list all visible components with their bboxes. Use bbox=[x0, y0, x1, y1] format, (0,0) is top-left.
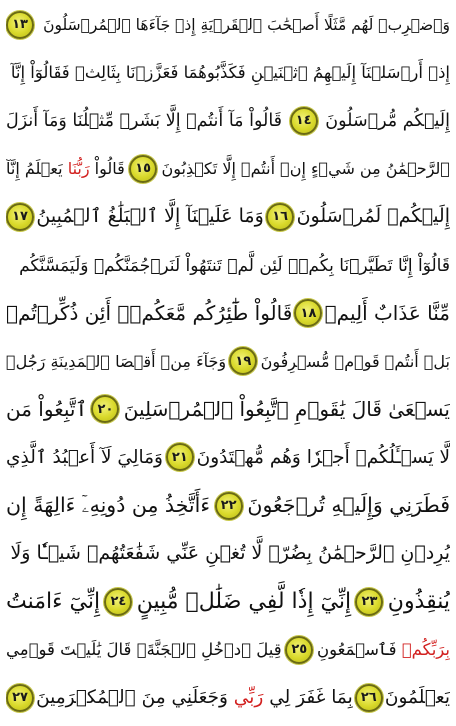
verse-text bbox=[317, 640, 450, 659]
verse-text-segment: إِذۡ أَرۡسَلۡنَآ إِلَيۡهِمُ ٱثۡنَيۡنِ فَكَذَّبُوهُمَا فَعَزَّزۡنَا بِثَالِثٖ فَقَالُوٓاْ إِنَّآ bbox=[10, 63, 450, 83]
verse-text-segment: وَجَعَلَنِي مِنَ ٱلۡمُكۡرَمِينَ bbox=[36, 687, 234, 709]
verse-text-segment: يُرِدۡنِ ٱلرَّحۡمَٰنُ بِضُرّٖ لَّا تُغۡنِ عَنِّي شَفَٰعَتُهُمۡ شَيۡـٔٗا وَلَا bbox=[10, 542, 450, 565]
verse-text bbox=[6, 588, 101, 614]
verse-text-segment: قَالُواْ مَآ أَنتُمۡ إِلَّا بَشَرٞ مِّثۡلُنَا وَمَآ أَنزَلَ bbox=[6, 110, 283, 131]
verse-text bbox=[385, 688, 450, 708]
verse-text bbox=[6, 640, 282, 659]
verse-number-marker bbox=[229, 347, 257, 375]
verse-number: ٢٠ bbox=[97, 401, 114, 417]
verse-text-segment: يَعۡلَمُونَ bbox=[384, 687, 450, 709]
text-line bbox=[6, 386, 450, 433]
verse-text bbox=[6, 352, 226, 371]
text-line bbox=[6, 674, 450, 721]
verse-text bbox=[123, 396, 450, 421]
verse-number-marker bbox=[294, 299, 322, 327]
verse-text bbox=[43, 15, 450, 34]
verse-number-marker bbox=[215, 492, 243, 520]
text-line bbox=[6, 49, 450, 96]
verse-text bbox=[6, 159, 125, 178]
text-line bbox=[6, 578, 450, 625]
verse-text bbox=[261, 352, 450, 371]
verse-text-segment: وَٱضۡرِبۡ لَهُم مَّثَلًا أَصۡحَٰبَ ٱلۡقَرۡيَةِ إِذۡ جَآءَهَا ٱلۡمُرۡسَلُونَ bbox=[43, 16, 450, 34]
text-line bbox=[6, 97, 450, 144]
verse-text bbox=[11, 63, 450, 82]
verse-number: ١٧ bbox=[12, 209, 28, 225]
verse-number-marker bbox=[6, 11, 34, 39]
verse-number-marker bbox=[129, 155, 157, 183]
verse-number-marker bbox=[166, 443, 194, 471]
verse-text bbox=[197, 448, 450, 468]
verse-text-segment: إِنِّيٓ إِذٗا لَّفِي ضَلَٰلٖ مُّبِينٍ bbox=[136, 588, 352, 614]
verse-text bbox=[36, 688, 353, 708]
verse-text-segment: يَعۡلَمُ إِنَّآ bbox=[6, 159, 68, 179]
verse-number-marker bbox=[91, 395, 119, 423]
verse-number: ٢٥ bbox=[291, 642, 308, 658]
verse-text bbox=[136, 588, 352, 614]
text-line bbox=[6, 290, 450, 337]
verse-text bbox=[10, 544, 450, 563]
verse-number-marker bbox=[266, 203, 294, 231]
verse-number: ٢٦ bbox=[360, 690, 377, 706]
text-line bbox=[6, 145, 450, 192]
verse-text-segment: قَالُواْ bbox=[89, 159, 125, 179]
verse-number: ١٦ bbox=[272, 209, 289, 225]
verse-text bbox=[247, 495, 450, 516]
text-line bbox=[6, 482, 450, 529]
text-line bbox=[6, 193, 450, 240]
verse-text bbox=[162, 159, 450, 178]
verse-text-segment: ٱلرَّحۡمَٰنُ مِن شَيۡءٍ إِنۡ أَنتُمۡ إِلَّا تَكۡذِبُونَ bbox=[161, 159, 450, 179]
verse-text-segment: إِلَيۡكُم مُّرۡسَلُونَ bbox=[325, 110, 450, 131]
verse-text bbox=[6, 396, 88, 421]
verse-number: ٢٣ bbox=[361, 594, 378, 610]
verse-text-segment: قَالُوٓاْ إِنَّا تَطَيَّرۡنَا بِكُمۡۖ لَئِن لَّمۡ تَنتَهُواْ لَنَرۡجُمَنَّكُمۡ وَلَيَمَسَّنَّكُم bbox=[19, 255, 450, 276]
divine-name-text: بِرَبِّكُمۡ bbox=[401, 640, 450, 660]
verse-text bbox=[6, 111, 282, 131]
verse-text bbox=[6, 495, 210, 516]
verse-number-marker bbox=[355, 588, 383, 616]
verse-text bbox=[297, 207, 450, 226]
divine-name-text: رَبُّنَا bbox=[67, 159, 90, 179]
verse-number: ٢١ bbox=[171, 449, 188, 465]
verse-text-segment: بَلۡ أَنتُمۡ قَوۡمٞ مُّسۡرِفُونَ bbox=[260, 351, 450, 371]
verse-text-segment: ءَأَتَّخِذُ مِن دُونِهِۦٓ ءَالِهَةً إِن bbox=[6, 493, 210, 517]
verse-text bbox=[6, 300, 293, 325]
verse-text-segment: إِنِّيٓ ءَامَنتُ bbox=[6, 588, 101, 614]
divine-name-text: رَبِّي bbox=[233, 687, 264, 709]
verse-number-marker bbox=[104, 588, 132, 616]
verse-text-segment: فَطَرَنِي وَإِلَيۡهِ تُرۡجَعُونَ bbox=[247, 493, 450, 517]
text-line bbox=[6, 242, 450, 289]
verse-text-segment: ٱتَّبِعُواْ مَن bbox=[6, 396, 88, 421]
verse-number: ١٥ bbox=[135, 161, 152, 177]
verse-text-segment: وَمَا عَلَيۡنَآ إِلَّا ٱلۡبَلَٰغُ ٱلۡمُبِينُ bbox=[36, 205, 264, 228]
verse-number: ٢٢ bbox=[220, 498, 237, 513]
verse-text-segment: وَمَالِيَ لَآ أَعۡبُدُ ٱلَّذِي bbox=[6, 446, 163, 468]
verse-text bbox=[325, 111, 450, 131]
verse-text bbox=[387, 588, 450, 614]
verse-text-segment: مِّنَّا عَذَابٌ أَلِيمٞ bbox=[324, 300, 450, 325]
verse-text-segment: لَّا يَسۡـَٔلُكُمۡ أَجۡرٗا وَهُم مُّهۡتَدُونَ bbox=[196, 446, 450, 468]
verse-number: ١٩ bbox=[235, 353, 252, 369]
verse-text-segment: بِمَا غَفَرَ لِي bbox=[263, 687, 353, 709]
verse-number-marker bbox=[6, 684, 34, 712]
verse-number: ١٨ bbox=[300, 305, 317, 321]
verse-text-segment: يَسۡعَىٰ قَالَ يَٰقَوۡمِ ٱتَّبِعُواْ ٱلۡمُرۡسَلِينَ bbox=[123, 396, 450, 421]
verse-text bbox=[19, 256, 450, 275]
verse-number: ٢٤ bbox=[110, 594, 127, 610]
verse-text bbox=[324, 300, 450, 325]
verse-text-segment: قَالُواْ طَٰٓئِرُكُم مَّعَكُمۡۚ أَئِن ذُكِّرۡتُمۚ bbox=[6, 300, 293, 325]
verse-number-marker bbox=[6, 203, 34, 231]
verse-text-segment: فَٱسۡمَعُونِ bbox=[317, 640, 402, 660]
verse-text bbox=[6, 448, 163, 468]
text-line bbox=[6, 1, 450, 48]
verse-text-segment: قِيلَ ٱدۡخُلِ ٱلۡجَنَّةَۖ قَالَ يَٰلَيۡتَ قَوۡمِي bbox=[6, 640, 282, 660]
verse-number-marker bbox=[290, 107, 318, 135]
verse-number-marker bbox=[285, 636, 313, 664]
verse-number: ٢٧ bbox=[12, 690, 28, 706]
verse-number: ١٣ bbox=[12, 17, 28, 32]
text-line bbox=[6, 338, 450, 385]
text-line bbox=[6, 530, 450, 577]
verse-number: ١٤ bbox=[295, 113, 312, 129]
text-line bbox=[6, 434, 450, 481]
verse-text-segment: وَجَآءَ مِنۡ أَقۡصَا ٱلۡمَدِينَةِ رَجُلٞ bbox=[6, 351, 227, 371]
verse-text bbox=[36, 207, 263, 226]
verse-text-segment: يُنقِذُونِ bbox=[387, 588, 450, 614]
text-line bbox=[6, 626, 450, 673]
verse-text-segment: إِلَيۡكُمۡ لَمُرۡسَلُونَ bbox=[296, 205, 450, 228]
verse-number-marker bbox=[355, 684, 383, 712]
